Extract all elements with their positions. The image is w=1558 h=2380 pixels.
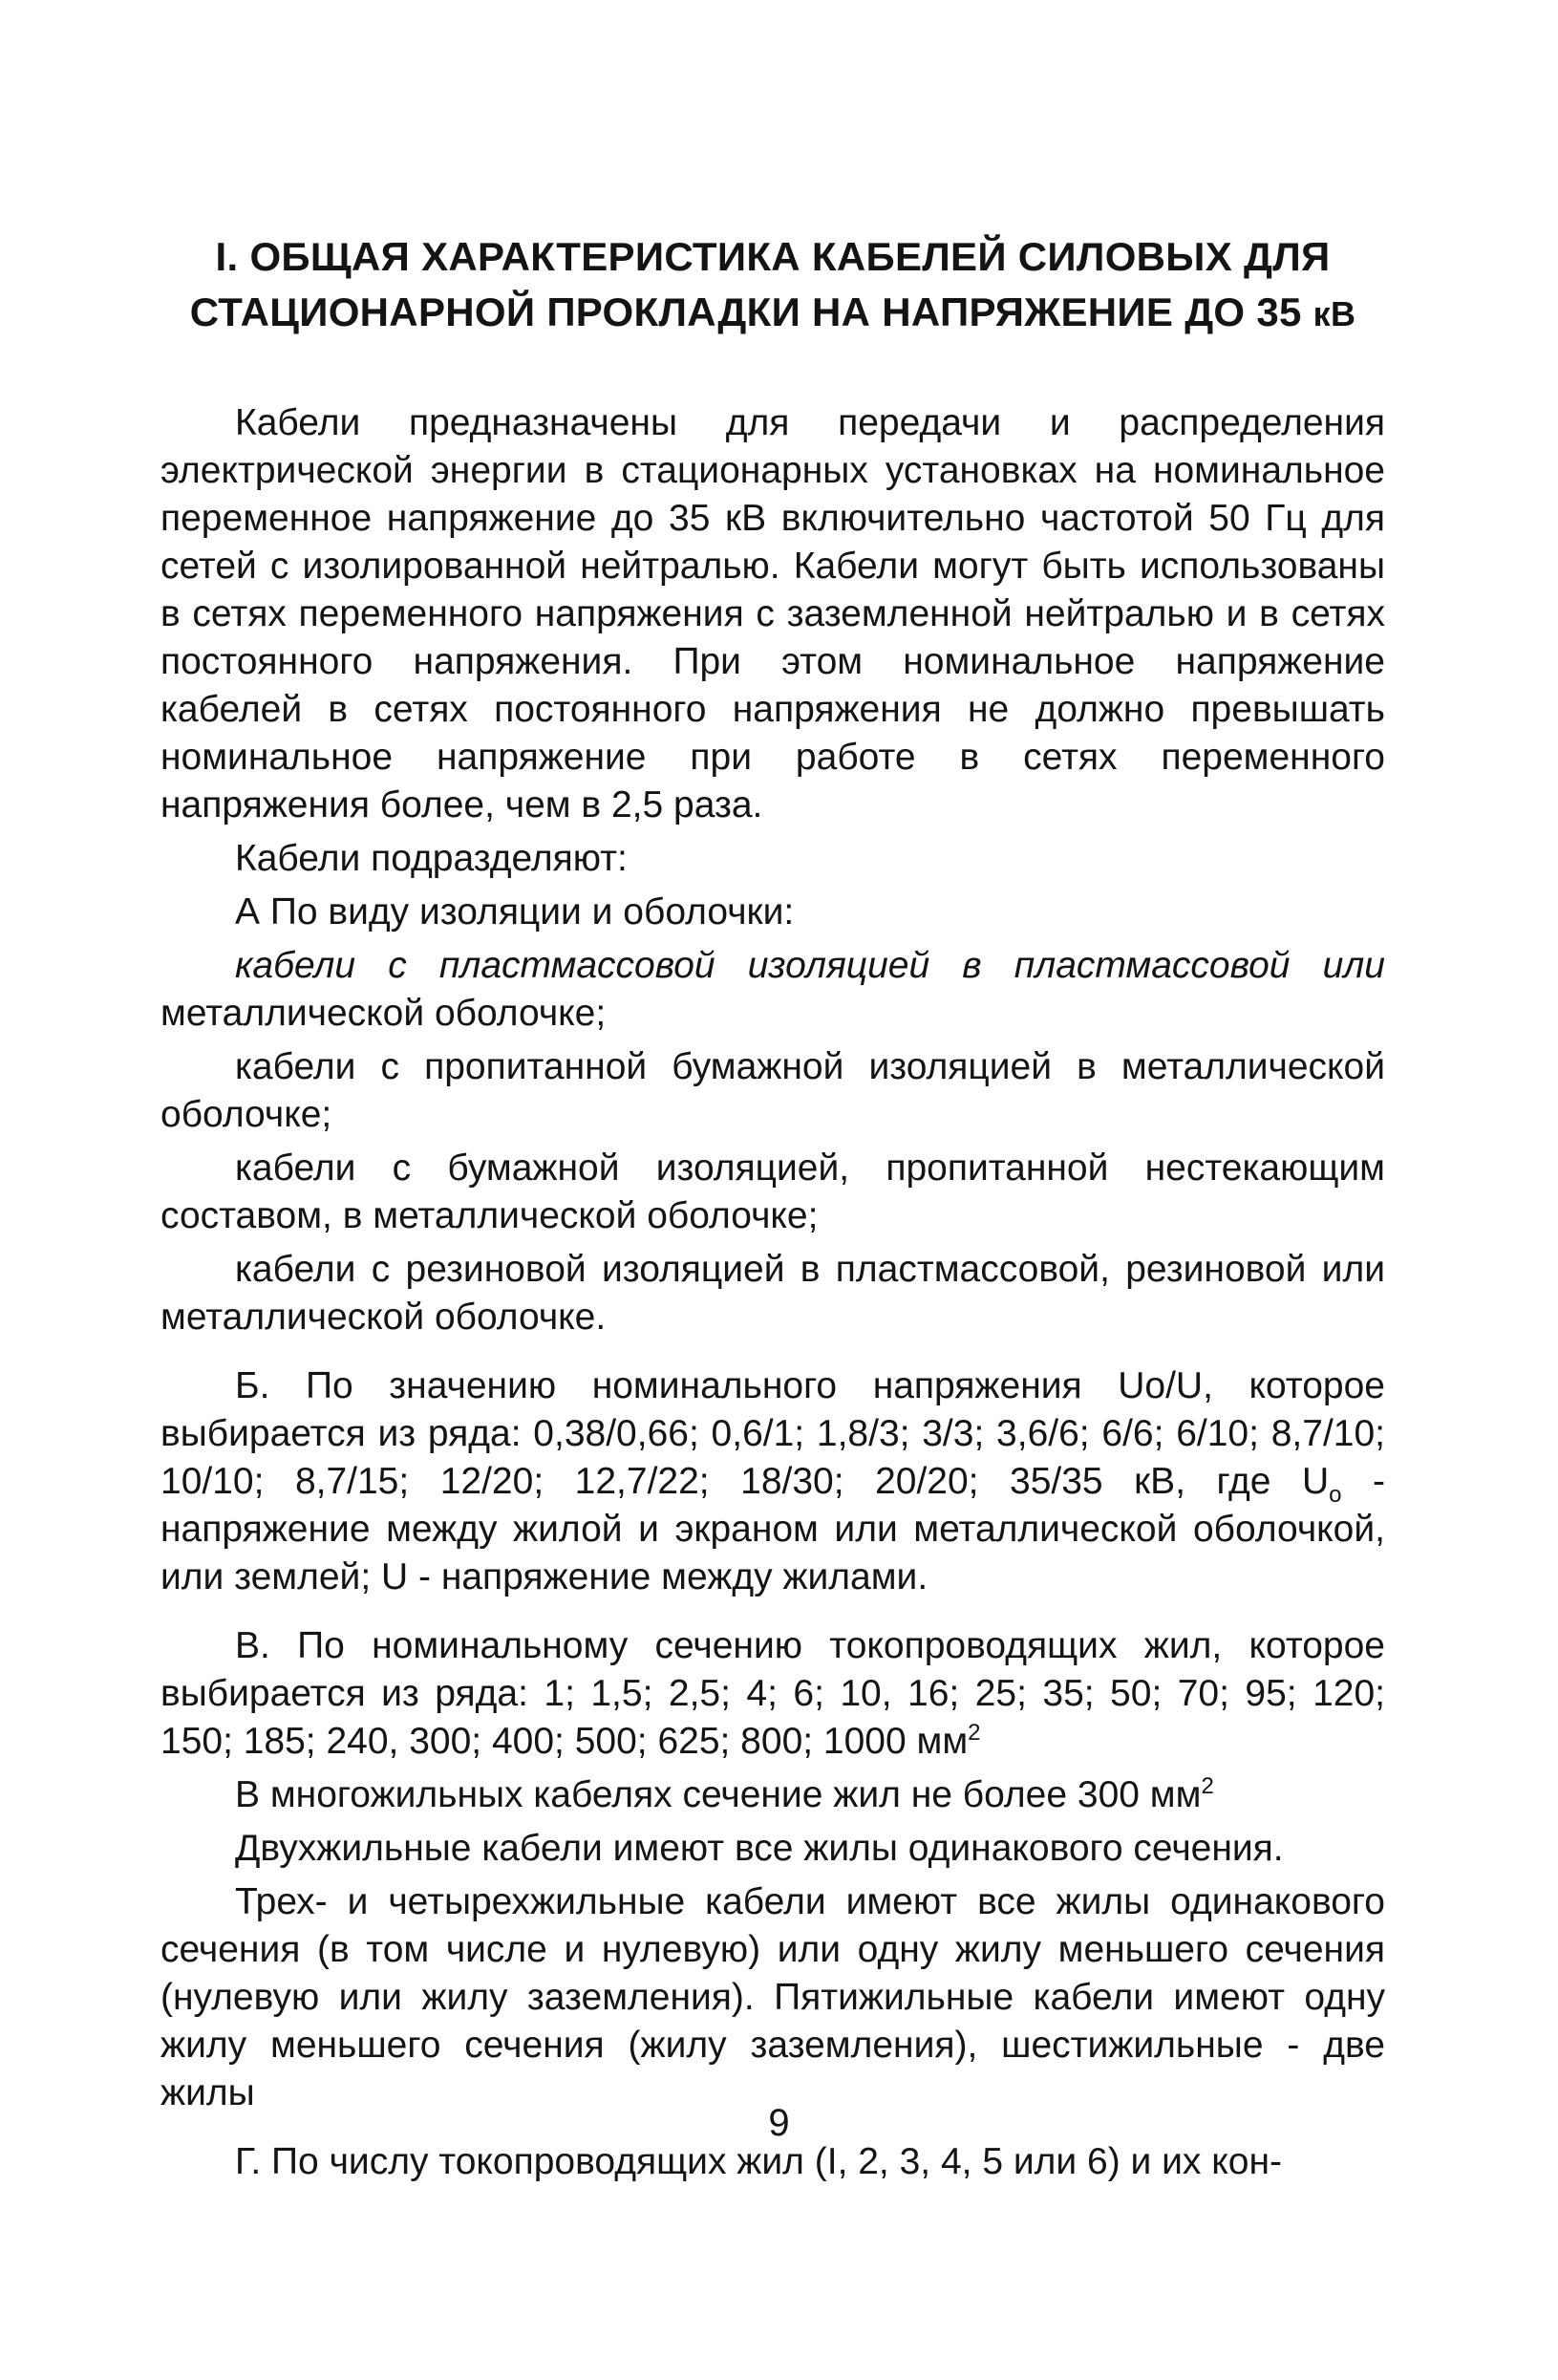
multicore-text: В многожильных кабелях сечение жил не более 300 мм — [235, 1774, 1202, 1815]
section-v-superscript: 2 — [968, 1720, 981, 1746]
section-a-item-2: кабели с пропитанной бумажной изоляцией в металлической оболочке; — [160, 1046, 1385, 1135]
page-number: 9 — [768, 2102, 790, 2144]
three-four-core-paragraph: Трех- и четырехжильные кабели имеют все жилы одинакового сечения (в том числе и нулевую) или одну жилу меньшего сечения (нулевую или жилу заземления). Пятижильные кабели имеют одну жилу меньшего сечения (жилу заземления), шестижильные - две жилы — [160, 1881, 1385, 2113]
twocore-paragraph: Двухжильные кабели имеют все жилы одинакового сечения. — [235, 1828, 1284, 1869]
multicore-paragraph — [160, 1771, 1385, 1819]
intro-paragraph: Кабели предназначены для передачи и распределения электрической энергии в стационарных установках на номинальное переменное напряжение до 35 кВ включительно частотой 50 Гц для сетей с изолированной нейтралью. Кабели могут быть использованы в сетях переменного напряжения с заземленной нейтралью и в сетях постоянного напряжения. При этом номинальное напряжение кабелей в сетях постоянного напряжения не должно превышать номинальное напряжение при работе в сетях переменного напряжения более, чем в 2,5 раза. — [160, 402, 1385, 825]
section-title — [160, 229, 1385, 342]
section-a-item-1-italic: кабели с пластмассовой изоляцией в пластмассовой или — [235, 945, 1385, 986]
title-unit: кВ — [1313, 294, 1356, 333]
section-g-paragraph: Г. По числу токопроводящих жил (I, 2, 3, 4, 5 или 6) и их кон- — [235, 2141, 1282, 2182]
body-text — [160, 399, 1385, 2186]
section-a-item-3: кабели с бумажной изоляцией, пропитанной нестекающим составом, в металлической оболочке; — [160, 1147, 1385, 1236]
section-a-item-1-rest: металлической оболочке; — [160, 993, 607, 1034]
title-line-2-text: СТАЦИОНАРНОЙ ПРОКЛАДКИ НА НАПРЯЖЕНИЕ ДО 35 — [189, 289, 1313, 334]
subdivide-paragraph: Кабели подразделяют: — [235, 838, 628, 879]
section-a-item-1 — [160, 942, 1385, 1038]
section-v-text: В. По номинальному сечению токопроводящих жил, которое выбирается из ряда: 1; 1,5; 2,5; 4; 6; 10, 16; 25; 35; 50; 70; 95; 120; 150; 185; 240, 300; 400; 500; 625; 800; 1000 мм — [160, 1625, 1385, 1762]
section-v-paragraph — [160, 1622, 1385, 1766]
section-a-item-4: кабели с резиновой изоляцией в пластмассовой, резиновой или металлической оболочке. — [160, 1249, 1385, 1338]
section-b-part-1: Б. По значению номинального напряжения Uo/U, которое выбирается из ряда: 0,38/0,66; 0,6/1; 1,8/3; 3/3; 3,6/6; 6/6; 6/10; 8,7/10; 10/10; 8,7/15; 12/20; 12,7/22; 18/30; 20/20; 35/35 кВ, где U — [160, 1365, 1385, 1502]
title-line-2 — [160, 285, 1385, 342]
document-page — [160, 229, 1385, 2192]
section-b-part-2: - напряжение между жилой и экраном или металлической оболочкой, или землей; U - напряжение между жилами. — [160, 1461, 1385, 1597]
section-b-paragraph — [160, 1362, 1385, 1601]
section-b-subscript: о — [1329, 1481, 1342, 1508]
multicore-superscript: 2 — [1201, 1773, 1214, 1799]
title-line-1: I. ОБЩАЯ ХАРАКТЕРИСТИКА КАБЕЛЕЙ СИЛОВЫХ ДЛЯ — [215, 234, 1331, 279]
section-a-heading: А По виду изоляции и оболочки: — [235, 891, 795, 933]
